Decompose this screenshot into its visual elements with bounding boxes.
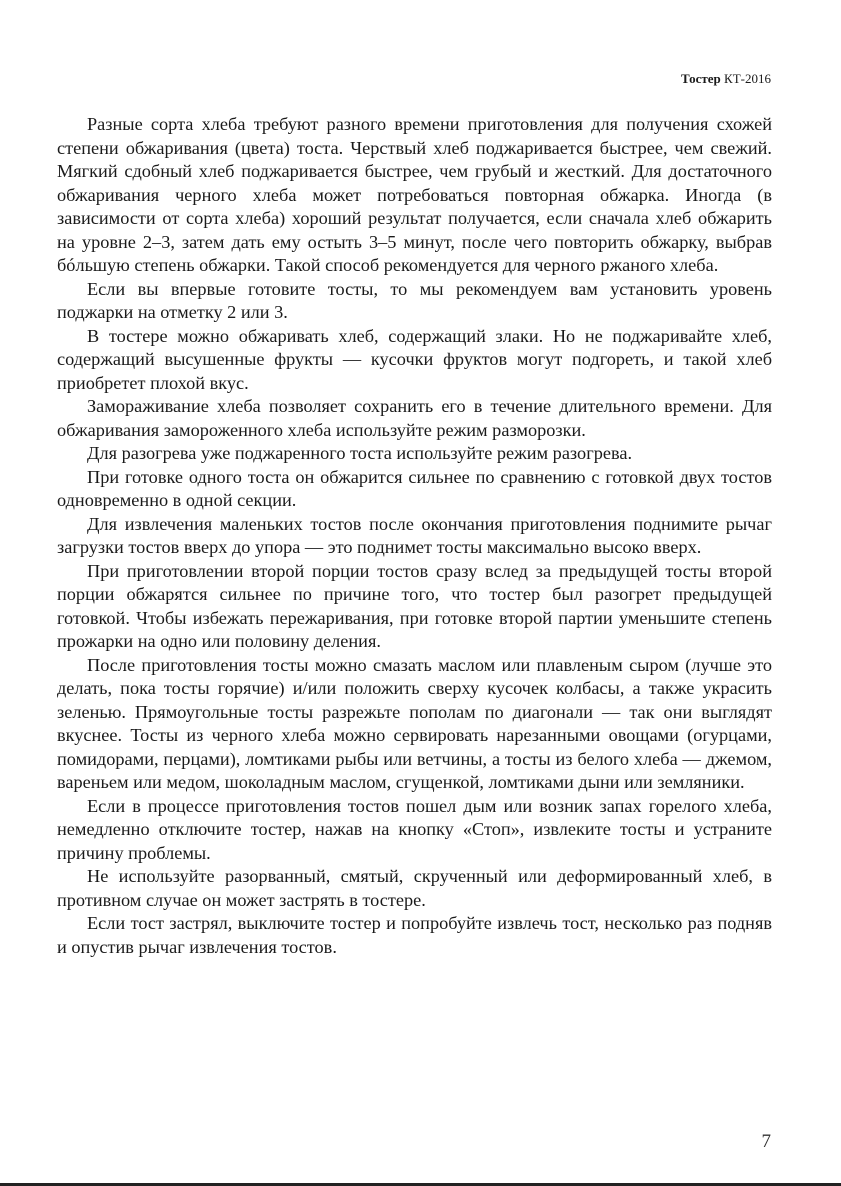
page-number: 7	[761, 1131, 771, 1152]
body-text	[57, 113, 772, 959]
paragraph-frozen-bread: Замораживание хлеба позволяет сохранить его в течение длительного времени. Для обжаривания замороженного хлеба используйте режим разморозки.	[57, 396, 772, 440]
paragraph-smoke: Если в процессе приготовления тостов пошел дым или возник запах горелого хлеба, немедленно отключите тостер, нажав на кнопку «Стоп», извлеките тосты и устраните причину проблемы.	[57, 795, 772, 863]
paragraph-serving: После приготовления тосты можно смазать маслом или плавленым сыром (лучше это делать, пока тосты горячие) и/или положить сверху кусочек колбасы, а также украсить зеленью. Прямоугольные тосты разрежьте пополам по диагонали — так они выглядят вкуснее. Тосты из черного хлеба можно сервировать нарезанными овощами (огурцами, помидорами, перцами), ломтиками рыбы или ветчины, а тосты из белого хлеба — джемом, вареньем или медом, шоколадным маслом, сгущенкой, ломтиками дыни или земляники.	[57, 654, 772, 792]
header-product-word: Тостер	[681, 71, 721, 86]
paragraph-reheat: Для разогрева уже поджаренного тоста используйте режим разогрева.	[87, 443, 633, 463]
paragraph-grain-bread: В тостере можно обжаривать хлеб, содержащий злаки. Но не поджаривайте хлеб, содержащий высушенные фрукты — кусочки фруктов могут подгореть, и такой хлеб приобретет плохой вкус.	[57, 325, 772, 393]
paragraph-bread-types: Разные сорта хлеба требуют разного времени приготовления для получения схожей степени обжаривания (цвета) тоста. Черствый хлеб поджаривается быстрее, чем свежий. Мягкий сдобный хлеб поджаривается быстрее, чем грубый и жесткий. Для достаточного обжаривания черного хлеба может потребоваться повторная обжарка. Иногда (в зависимости от сорта хлеба) хороший результат получается, если сначала хлеб обжарить на уровне 2–3, затем дать ему остыть 3–5 минут, после чего повторить обжарку, выбрав бóльшую степень обжарки. Такой способ рекомендуется для черного ржаного хлеба.	[57, 114, 772, 275]
paragraph-damaged-bread: Не используйте разорванный, смятый, скрученный или деформированный хлеб, в противном случае он может застрять в тостере.	[57, 866, 772, 910]
paragraph-stuck-toast: Если тост застрял, выключите тостер и попробуйте извлечь тост, несколько раз подняв и опустив рычаг извлечения тостов.	[57, 913, 772, 957]
paragraph-small-toasts: Для извлечения маленьких тостов после окончания приготовления поднимите рычаг загрузки тостов вверх до упора — это поднимет тосты максимально высоко вверх.	[57, 513, 772, 557]
header-model: КТ-2016	[720, 71, 771, 86]
paragraph-single-toast: При готовке одного тоста он обжарится сильнее по сравнению с готовкой двух тостов одновременно в одной секции.	[57, 466, 772, 510]
paragraph-first-time: Если вы впервые готовите тосты, то мы рекомендуем вам установить уровень поджарки на отметку 2 или 3.	[57, 278, 772, 322]
paragraph-second-batch: При приготовлении второй порции тостов сразу вслед за предыдущей тосты второй порции обжарятся сильнее по причине того, что тостер был разогрет предыдущей готовкой. Чтобы избежать пережаривания, при готовке второй партии уменьшите степень прожарки на одно или половину деления.	[57, 560, 772, 651]
running-header	[681, 70, 771, 88]
